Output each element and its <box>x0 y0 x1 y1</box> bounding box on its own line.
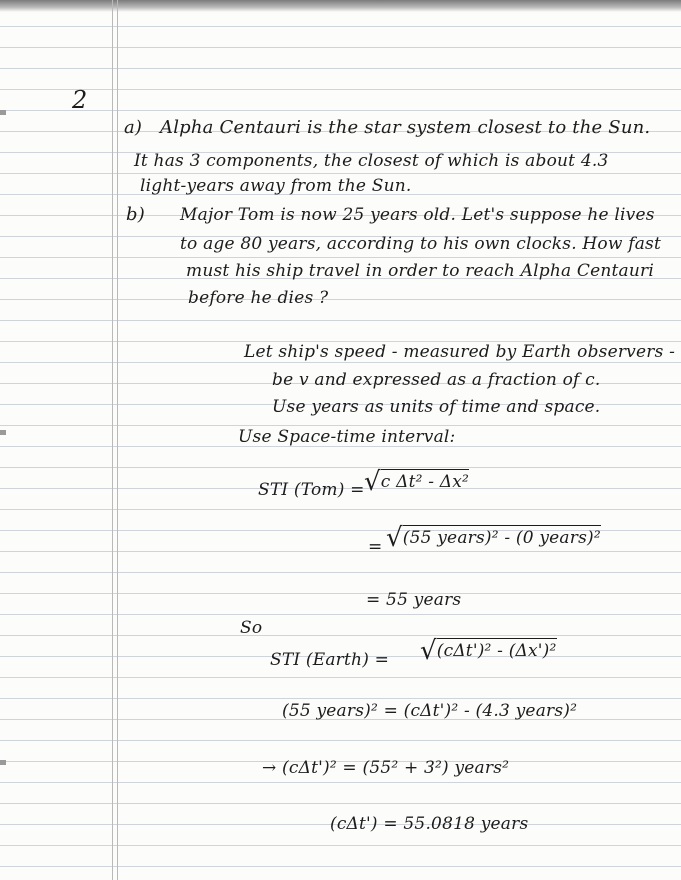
step-arrow: → (cΔt')² = (55² + 3²) years² <box>262 758 510 778</box>
sqrt-symbol: √ <box>386 523 403 553</box>
sti-tom-radicand: c Δt² - Δx² <box>381 469 469 492</box>
margin-line <box>117 0 118 880</box>
part-b-line: must his ship travel in order to reach Alpha Centauri <box>186 261 655 281</box>
binder-hole <box>0 760 6 765</box>
part-a-label: a) <box>124 117 143 138</box>
sti-earth-radical <box>420 636 557 666</box>
sti-tom-step2-radical <box>386 523 601 553</box>
scan-edge-shadow <box>0 0 681 12</box>
setup-line: Let ship's speed - measured by Earth observers - <box>244 342 676 362</box>
part-b-line: Major Tom is now 25 years old. Let's suppose he lives <box>180 205 655 225</box>
sti-tom-radical <box>364 467 470 497</box>
part-a-line: Alpha Centauri is the star system closest to the Sun. <box>160 117 651 138</box>
binder-hole <box>0 430 6 435</box>
use-interval-line: Use Space-time interval: <box>238 427 456 447</box>
sti-tom-result: = 55 years <box>366 590 462 610</box>
sti-earth-lhs: STI (Earth) = <box>270 650 390 670</box>
sqrt-symbol: √ <box>420 636 437 666</box>
sti-tom-step2-equals: = <box>368 537 383 557</box>
page-number: 2 <box>72 86 88 114</box>
sti-tom-lhs: STI (Tom) = <box>258 480 365 500</box>
setup-line: Use years as units of time and space. <box>272 397 601 417</box>
part-a-line: It has 3 components, the closest of which is about 4.3 <box>134 151 609 171</box>
binder-hole <box>0 110 6 115</box>
sti-tom-step2-radicand: (55 years)² - (0 years)² <box>403 525 601 548</box>
sti-earth-radicand: (cΔt')² - (Δx')² <box>437 638 557 661</box>
setup-line: be v and expressed as a fraction of c. <box>272 370 601 390</box>
step-square: (55 years)² = (cΔt')² - (4.3 years)² <box>282 701 578 721</box>
step-final: (cΔt') = 55.0818 years <box>330 814 529 834</box>
part-a-line: light-years away from the Sun. <box>140 176 412 196</box>
so-label: So <box>240 618 263 638</box>
margin-line <box>112 0 113 880</box>
part-b-label: b) <box>126 204 145 225</box>
part-b-line: before he dies ? <box>188 288 329 308</box>
sqrt-symbol: √ <box>364 467 381 497</box>
part-b-line: to age 80 years, according to his own clocks. How fast <box>180 234 662 254</box>
